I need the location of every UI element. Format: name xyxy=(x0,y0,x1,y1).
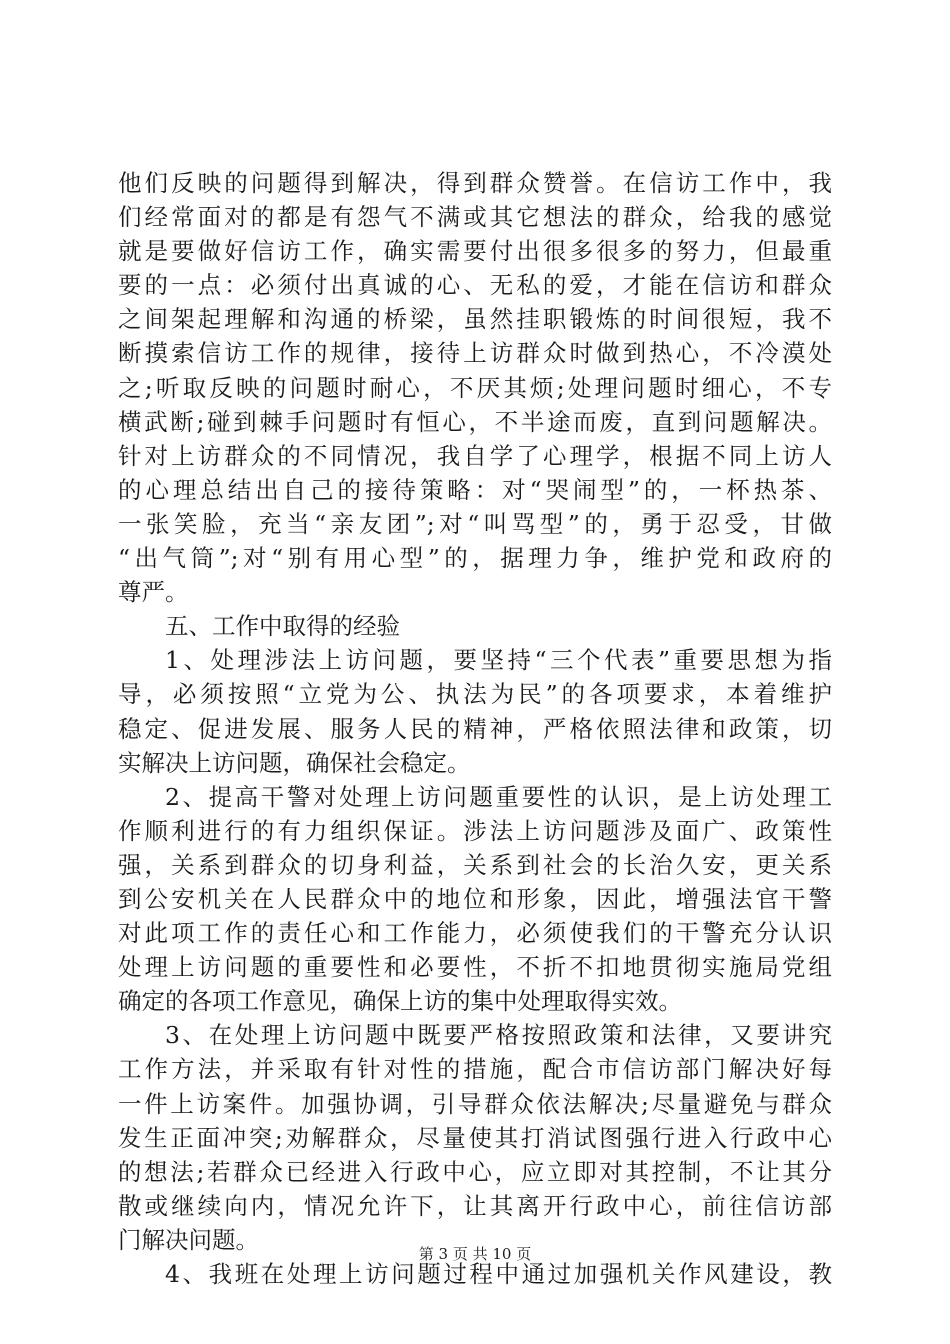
text-line: 横武断;碰到棘手问题时有恒心，不半途而废，直到问题解决。 xyxy=(118,407,832,436)
text-line: 断摸索信访工作的规律，接待上访群众时做到热心，不冷漠处 xyxy=(118,339,832,368)
text-line: 稳定、促进发展、服务人民的精神，严格依照法律和政策，切 xyxy=(118,714,832,743)
text-line: 之;听取反映的问题时耐心，不厌其烦;处理问题时细心，不专 xyxy=(118,373,832,402)
text-line: 实解决上访问题，确保社会稳定。 xyxy=(118,748,471,777)
text-line: 强，关系到群众的切身利益，关系到社会的长治久安，更关系 xyxy=(118,850,832,879)
text-line: 他们反映的问题得到解决，得到群众赞誉。在信访工作中，我 xyxy=(118,169,832,197)
text-line: “出气筒”;对“别有用心型”的，据理力争，维护党和政府的 xyxy=(118,544,832,573)
text-line: 2、提高干警对处理上访问题重要性的认识，是上访处理工 xyxy=(165,782,832,811)
text-line: 工作方法，并采取有针对性的措施，配合市信访部门解决好每 xyxy=(118,1055,832,1084)
text-line: 4、我班在处理上访问题过程中通过加强机关作风建设，教 xyxy=(165,1260,832,1288)
text-line: 处理上访问题的重要性和必要性，不折不扣地贯彻实施局党组 xyxy=(118,953,832,982)
text-line: 之间架起理解和沟通的桥梁，虽然挂职锻炼的时间很短，我不 xyxy=(118,305,832,334)
text-line: 要的一点：必须付出真诚的心、无私的爱，才能在信访和群众 xyxy=(118,271,832,300)
text-line: 对此项工作的责任心和工作能力，必须使我们的干警充分认识 xyxy=(118,919,832,948)
text-line: 的想法;若群众已经进入行政中心，应立即对其控制，不让其分 xyxy=(118,1157,832,1186)
text-line: 的心理总结出自己的接待策略：对“哭闹型”的，一杯热茶、 xyxy=(118,475,832,504)
text-line: 1、处理涉法上访问题，要坚持“三个代表”重要思想为指 xyxy=(165,646,832,675)
text-line: 导，必须按照“立党为公、执法为民”的各项要求，本着维护 xyxy=(118,680,832,709)
text-line: 尊严。 xyxy=(118,578,189,607)
text-line: 到公安机关在人民群众中的地位和形象，因此，增强法官干警 xyxy=(118,884,832,913)
text-line: 一件上访案件。加强协调，引导群众依法解决;尽量避免与群众 xyxy=(118,1089,832,1118)
text-line: 门解决问题。 xyxy=(118,1225,259,1254)
text-line: 3、在处理上访问题中既要严格按照政策和法律，又要讲究 xyxy=(165,1021,832,1050)
text-line: 们经常面对的都是有怨气不满或其它想法的群众，给我的感觉 xyxy=(118,203,832,232)
page-footer: 第 3 页 共 10 页 xyxy=(418,1245,532,1263)
text-line: 发生正面冲突;劝解群众，尽量使其打消试图强行进入行政中心 xyxy=(118,1123,832,1152)
text-line: 一张笑脸，充当“亲友团”;对“叫骂型”的，勇于忍受，甘做 xyxy=(118,509,832,538)
text-line: 五、工作中取得的经验 xyxy=(165,612,400,641)
text-line: 确定的各项工作意见，确保上访的集中处理取得实效。 xyxy=(118,987,682,1016)
text-line: 散或继续向内，情况允许下，让其离开行政中心，前往信访部 xyxy=(118,1191,832,1220)
text-line: 就是要做好信访工作，确实需要付出很多很多的努力，但最重 xyxy=(118,237,832,266)
text-line: 针对上访群众的不同情况，我自学了心理学，根据不同上访人 xyxy=(118,441,832,470)
text-line: 作顺利进行的有力组织保证。涉法上访问题涉及面广、政策性 xyxy=(118,816,832,845)
document-body xyxy=(118,166,832,1291)
